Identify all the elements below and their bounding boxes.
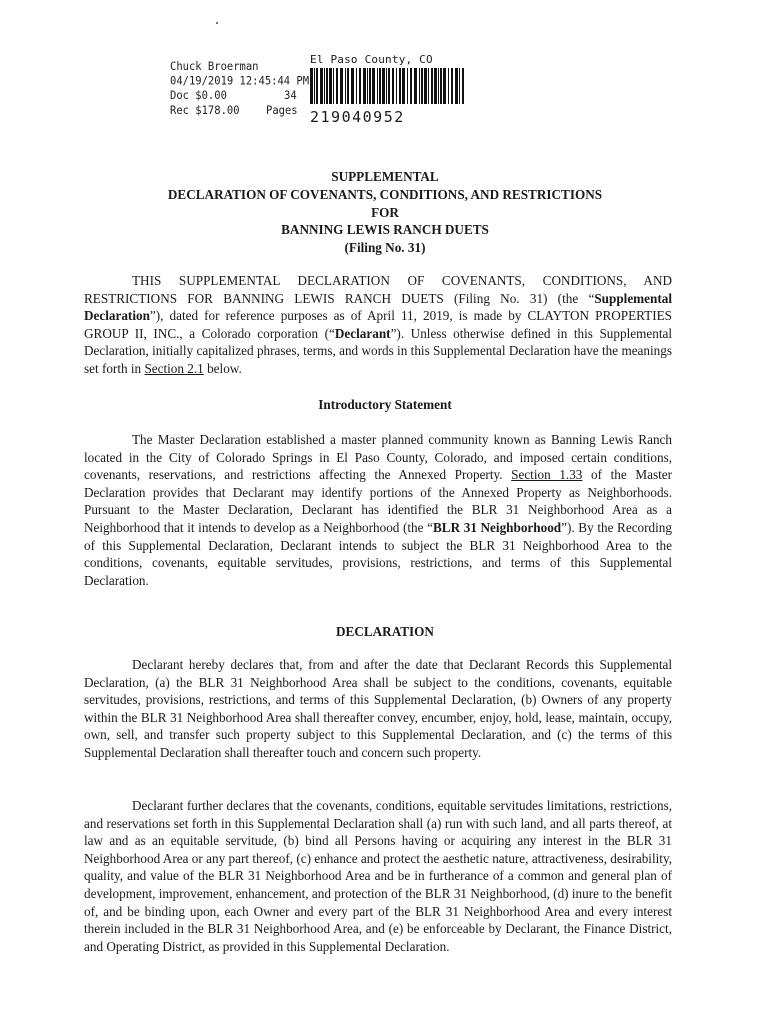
scan-mark (216, 22, 218, 24)
document-title (0, 168, 770, 257)
barcode (310, 68, 466, 104)
introductory-heading: Introductory Statement (318, 397, 452, 412)
defined-term: Declarant (334, 325, 391, 341)
stamp-doc-row (170, 89, 309, 104)
section-reference: Section 1.33 (511, 467, 583, 483)
pages-label: Pages (266, 103, 298, 118)
doc-fee: Doc $0.00 (170, 89, 227, 103)
county-label: El Paso County, CO (310, 53, 433, 66)
reception-number: 219040952 (310, 108, 405, 126)
recorder-name: Chuck Broerman (170, 60, 259, 74)
defined-term: BLR 31 Neighborhood (432, 519, 562, 535)
declaration-paragraph-2: Declarant further declares that the covenants, conditions, equitable servitudes limitations, restrictions, and reservations set forth in this Supplemental Declaration shall (a) run with such land, and all parts thereof, at law and as an equitable servitude, (b) bind all Persons having or acquiring any interest in the BLR 31 Neighborhood Area or any part thereof, (c) enhance and protect the aesthetic nature, attractiveness, desirability, quality, and value of the BLR 31 Neighborhood Area and be in furtherance of a common and general plan of development, improvement, enhancement, and protection of the BLR 31 Neighborhood, (d) inure to the benefit of, and be binding upon, each Owner and every part of the BLR 31 Neighborhood Area and every interest therein included in the BLR 31 Neighborhood Area, and (e) be enforceable by Declarant, the Finance District, and Operating District, as provided in this Supplemental Declaration. (84, 798, 672, 954)
declaration-heading: DECLARATION (336, 624, 434, 639)
intro-paragraph: THIS SUPPLEMENTAL DECLARATION OF COVENANTS, CONDITIONS, AND RESTRICTIONS FOR BANNING LEWIS RANCH DUETS (Filing No. 31) (the “Supplemental Declaration”), dated for reference purposes as of April 11, 2019, is made by CLAYTON PROPERTIES GROUP II, INC., a Colorado corporation (“Declarant”). Unless otherwise defined in this Supplemental Declaration, initially capitalized phrases, terms, and words in this Supplemental Declaration have the meanings set forth in Section 2.1 below. (84, 273, 672, 376)
page-count: 34 (284, 89, 297, 103)
title-line-3: FOR (371, 204, 399, 220)
title-line-1: SUPPLEMENTAL (331, 169, 439, 184)
rec-fee: Rec $178.00 (170, 103, 240, 118)
section-reference: Section 2.1 (144, 360, 204, 376)
declaration-paragraph-1: Declarant hereby declares that, from and after the date that Declarant Records this Supplemental Declaration, (a) the BLR 31 Neighborhood Area shall be subject to the conditions, covenants, equitable servitudes, provisions, restrictions, and terms of this Supplemental Declaration, (b) Owners of any property within the BLR 31 Neighborhood Area shall thereafter convey, encumber, enjoy, hold, lease, maintain, occupy, own, sell, and transfer such property subject to this Supplemental Declaration, and (c) the terms of this Supplemental Declaration shall thereafter touch and concern such property. (84, 657, 672, 760)
stamp-recorder-row (170, 60, 309, 75)
stamp-rec-row (170, 104, 309, 119)
title-line-5: (Filing No. 31) (344, 240, 426, 256)
stamp-datetime-row (170, 75, 309, 90)
recording-stamp (170, 60, 309, 118)
recording-datetime: 04/19/2019 12:45:44 PM (170, 74, 310, 88)
title-line-2: DECLARATION OF COVENANTS, CONDITIONS, AND RESTRICTIONS (167, 186, 603, 202)
defined-term: Supplemental Declaration (84, 290, 672, 324)
title-line-4: BANNING LEWIS RANCH DUETS (281, 222, 489, 238)
introductory-statement: The Master Declaration established a master planned community known as Banning Lewis Ranch located in the City of Colorado Springs in El Paso County, Colorado, and imposed certain conditions, covenants, reservations, and restrictions affecting the Annexed Property. Section 1.33 of the Master Declaration provides that Declarant may identify portions of the Annexed Property as Neighborhoods. Pursuant to the Master Declaration, Declarant has identified the BLR 31 Neighborhood Area as a Neighborhood that it intends to develop as a Neighborhood (the “BLR 31 Neighborhood”). By the Recording of this Supplemental Declaration, Declarant intends to subject the BLR 31 Neighborhood Area to the conditions, covenants, equitable servitudes, provisions, restrictions, and terms of this Supplemental Declaration. (84, 432, 672, 588)
